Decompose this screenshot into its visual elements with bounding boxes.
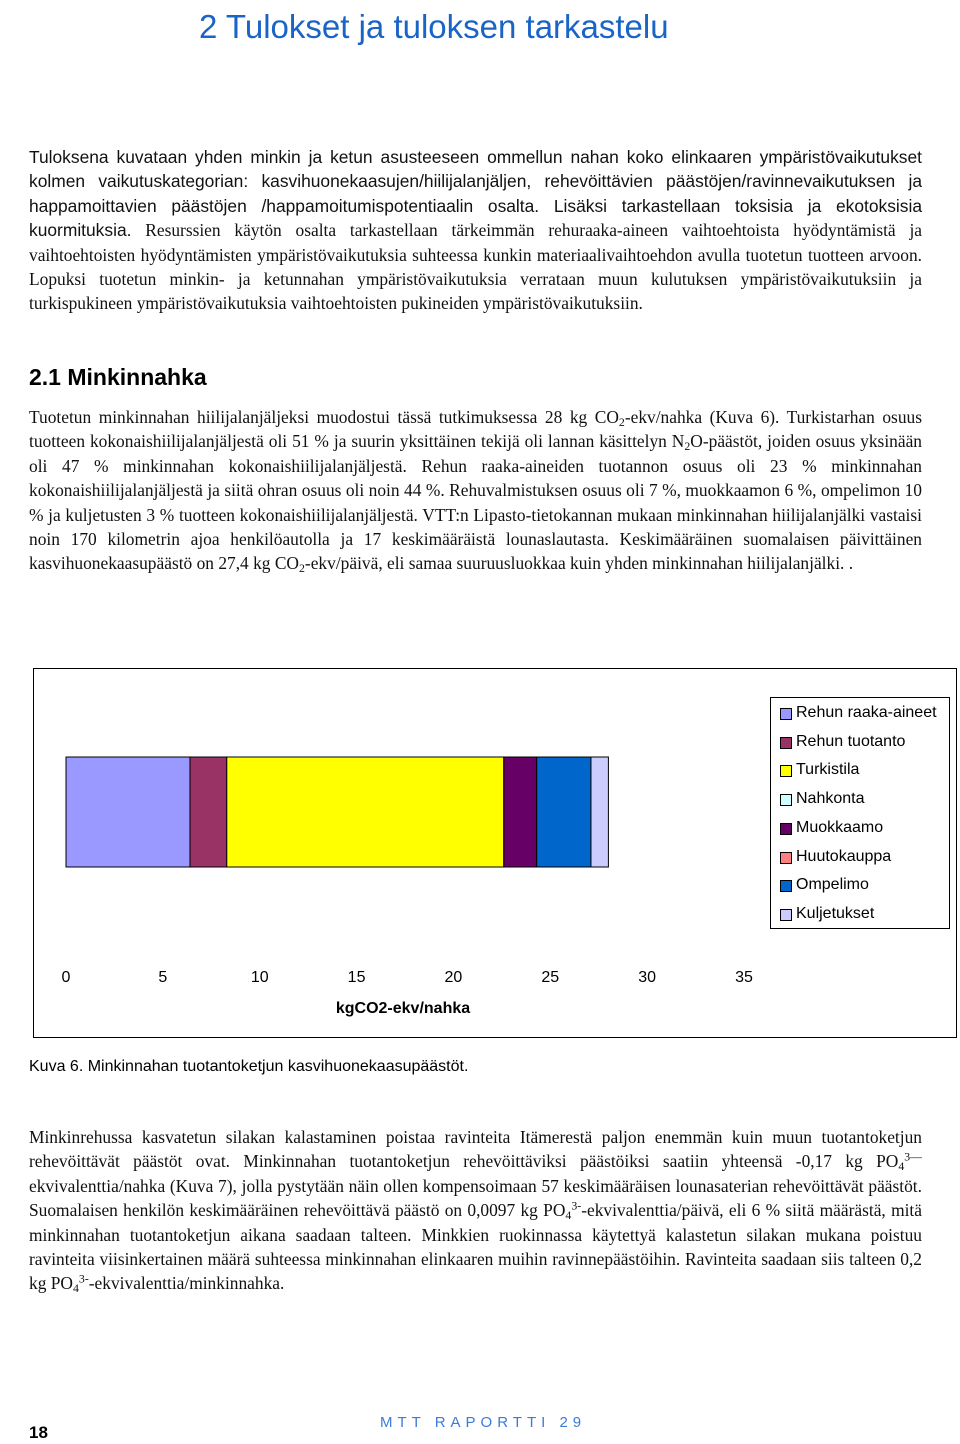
x-tick-label-6: 30 xyxy=(638,969,657,986)
closing-text-1: Minkinrehussa kasvatetun silakan kalastaminen poistaa ravinteita Itämerestä paljon enemmän kuin muun tuotantoketjun rehevöittävät päästöt ovat. Minkinnahan tuotantoketjun rehevöittäviksi päästöiksi saatiin yhteensä -0,17 kg PO xyxy=(29,1127,922,1172)
closing-text-3: -ekvivalenttia/päivä, eli 6 % siitä määrästä, mitä minkinnahan tuotantoketjun aikana saadaan talteen. Minkkien ruokinnassa käytettyä kalastetun silakan mukana poistuu ravinteita viisinkertainen määrä suhteessa minkinnahan elinkaaren muihin ravinnepäästöihin. Ravinteita saadaan siis talteen 0,2 kg PO xyxy=(29,1200,922,1294)
legend-swatch xyxy=(780,794,792,806)
x-axis-ticks xyxy=(62,969,753,986)
legend-label: Rehun tuotanto xyxy=(796,732,906,750)
x-axis-label: kgCO2-ekv/nahka xyxy=(335,1000,471,1017)
n2o-subscript: 2 xyxy=(684,439,691,454)
x-tick-label-5: 25 xyxy=(541,969,560,986)
legend-label: Rehun raaka-aineet xyxy=(796,704,937,721)
section-paragraph xyxy=(29,405,922,576)
report-series: MTT RAPORTTI 29 xyxy=(380,1414,587,1431)
x-tick-label-7: 35 xyxy=(735,969,753,986)
co2-subscript: 2 xyxy=(618,414,625,429)
figure-caption: Kuva 6. Minkinnahan tuotantoketjun kasvihuonekaasupäästöt. xyxy=(29,1058,469,1075)
closing-text-4: -ekvivalenttia/minkinnahka. xyxy=(88,1273,285,1294)
po4-superscript-2: 3- xyxy=(571,1198,582,1213)
legend-label: Kuljetukset xyxy=(796,904,875,922)
legend-swatch xyxy=(780,880,792,892)
intro-part2: Resurssien käytön osalta tarkastellaan tärkeimmän rehuraaka-aineen vaihtoehtoista hyödyntämistä ja vaihtoehtoisten hyödyntämisten ympäristövaikutuksia suhteessa kunkin materiaalivaihtoehdon avulla tuotetun tuotteen arvoon. Lopuksi tuotetun minkin- ja ketunnahan ympäristövaikutuksia verrataan muun kulutuksen ympäristövaikutuksiin ja turkispukineen ympäristövaikutuksia vaihtoehtoisten pukineiden ympäristövaikutuksiin. xyxy=(29,220,922,314)
legend-swatch xyxy=(780,852,792,864)
bar-segment-7 xyxy=(591,757,608,867)
x-tick-label-1: 5 xyxy=(158,969,168,986)
po4-superscript-3: 3- xyxy=(78,1271,89,1286)
bar-segment-1 xyxy=(190,757,227,867)
po4-subscript-2: 4 xyxy=(565,1208,572,1223)
legend-swatch xyxy=(780,765,792,777)
legend-swatch xyxy=(780,737,792,749)
po4-superscript-1: 3— xyxy=(904,1149,922,1164)
legend-label: Muokkaamo xyxy=(796,818,884,836)
legend-label: Huutokauppa xyxy=(796,847,892,865)
co2-subscript-2: 2 xyxy=(299,561,305,576)
x-tick-label-3: 15 xyxy=(347,969,366,986)
bar-segment-2 xyxy=(227,757,504,867)
intro-paragraph xyxy=(29,145,922,316)
section-text-b: -ekv/nahka (Kuva 6). Turkistarhan osuus tuotteen kokonaishiilijalanjäljestä oli 51 % ja suurin yksittäinen tekijä oli lannan käsittelyn N xyxy=(29,407,922,452)
legend-swatch xyxy=(780,708,792,720)
legend-swatch xyxy=(780,823,792,835)
section-title: 2.1 Minkinnahka xyxy=(29,364,207,390)
po4-subscript-3: 4 xyxy=(72,1281,79,1296)
legend-label: Ompelimo xyxy=(796,876,869,894)
page-number: 18 xyxy=(29,1423,48,1442)
legend-label: Nahkonta xyxy=(796,790,865,808)
page-heading: 2 Tulokset ja tuloksen tarkastelu xyxy=(199,8,669,45)
section-text-c: O-päästöt, joiden osuus yksinään oli 47 % minkinnahan kokonaishiilijalanjäljestä. Rehun raaka-aineiden tuotannon osuus oli 23 % minkinnahan kokonaishiilijalanjäljestä ja siitä ohran osuus oli noin 44 %. Rehuvalmistuksen osuus oli 7 %, muokkaamon 6 %, ompelimon 10 % ja kuljetusten 3 % tuotteen kokonaishiilijalanjäljestä. VTT:n Lipasto-tietokannan mukaan minkinnahan hiilijalanjälki vastaisi noin 170 kilometrin ajoa henkilöautolla ja 17 keskimääräistä lounaslautasta. Keskimääräinen suomalaisen päivittäinen kasvihuonekaasupäästö on 27,4 kg CO xyxy=(29,431,922,574)
x-tick-label-4: 20 xyxy=(444,969,463,986)
x-tick-label-2: 10 xyxy=(250,969,269,986)
section-text-d: -ekv/päivä, eli samaa suuruusluokkaa kuin yhden minkinnahan hiilijalanjälki. . xyxy=(304,553,854,574)
bar-segment-0 xyxy=(66,757,190,867)
bar-segment-4 xyxy=(504,757,537,867)
section-text-a: Tuotetun minkinnahan hiilijalanjäljeksi muodostui tässä tutkimuksessa 28 kg CO xyxy=(29,407,619,427)
legend-label: Turkistila xyxy=(796,761,860,779)
stacked-bar xyxy=(66,757,608,867)
chart-legend xyxy=(770,697,950,929)
closing-text-2: ekvivalenttia/nahka (Kuva 7), jolla pystytään näin ollen kompensoimaan 57 keskimääräisen lounasaterian rehevöittävät päästöt. Suomalaisen henkilön keskimääräinen rehevöittävä päästö on 0,0097 kg PO xyxy=(29,1175,922,1221)
closing-paragraph xyxy=(29,1125,922,1296)
bar-segment-6 xyxy=(537,757,591,867)
legend-swatch xyxy=(780,909,792,921)
po4-subscript-1: 4 xyxy=(898,1159,905,1174)
x-tick-label-0: 0 xyxy=(61,969,71,986)
intro-part1: Tuloksena kuvataan yhden minkin ja ketun asusteeseen ommellun nahan koko elinkaaren ympäristövaikutukset kolmen vaikutuskategorian: kasvihuonekaasujen/hiilijalanjäljen, rehevöittävien päästöjen/ravinnevaikutuksen ja happamoittavien päästöjen /happamoitumispotentiaalin osalta. Lisäksi tarkastellaan toksisia ja ekotoksisia kuormituksia. xyxy=(29,147,922,241)
